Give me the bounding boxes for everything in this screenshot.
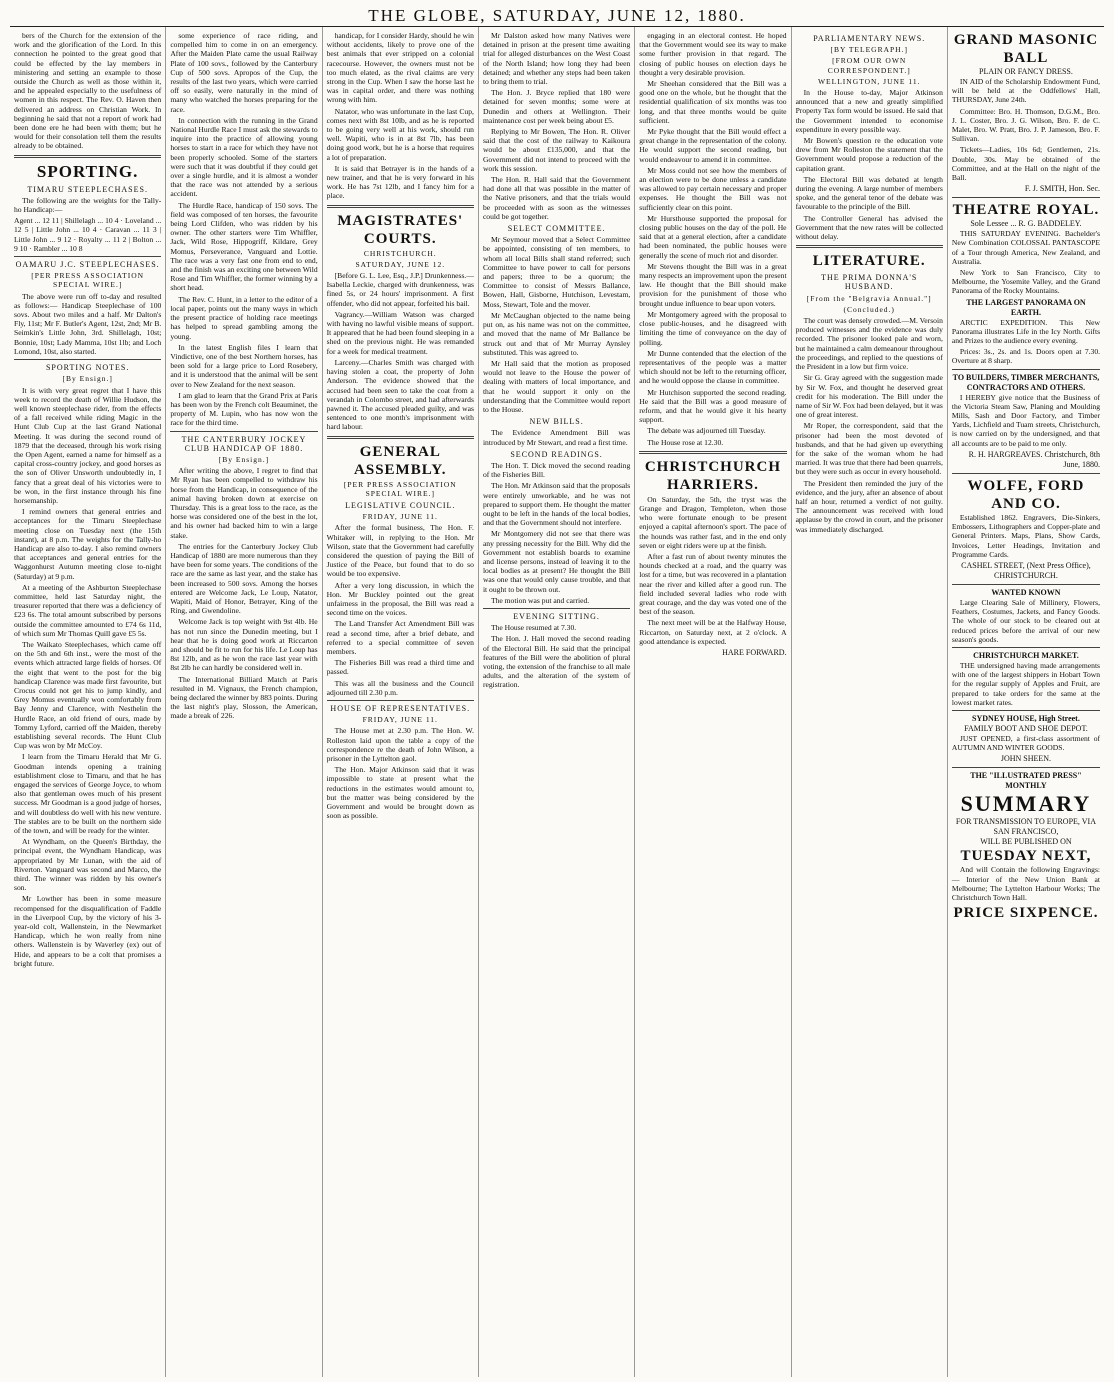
column-5 xyxy=(635,27,791,1377)
house-paragraph: Mr Dalston asked how many Natives were detained in prison at the present time awaiting trial for alleged disturbances on the West Coast of the North Island; how long they had been detained; and whether any steps had been taken to bring them to trial. xyxy=(482,31,631,87)
sporting-text: The following are the weights for the Tally-ho Handicap:— xyxy=(14,195,162,215)
court-paragraph: Vagrancy.—William Watson was charged with having no lawful visible means of support. It appeared that he had been found sleeping in a shed on the previous night. He was remanded for a week for medical treatment. xyxy=(326,309,474,356)
racing-paragraph: Natator, who was unfortunate in the last Cup, comes next with 8st 10lb, and as he is reported to be going very well at his work, should run well. Wapiti, who is in at 8st 7lb, has been doing good work, but he is a horse that requires a lot of preparation. xyxy=(326,106,474,162)
oamaru-text: The above were run off to-day and resulted as follows:— Handicap Steeplechase of 100 sovs. About two miles and a half. Mr Dalton's Fly, 11st; Mr F. Butler's Agent, 12st, 2nd; Mr B. Seimkin's Little John, 3rd. Shillelagh, 10st; Bonnie, 10st; Lady Mamma, 10st 1lb; and Loch Lomond, 10st, also started. xyxy=(14,291,162,356)
sydney-house-heading: SYDNEY HOUSE, High Street. xyxy=(972,713,1080,723)
summary-heading: SUMMARY xyxy=(960,791,1092,817)
debate-paragraph: Mr Stevens thought the Bill was in a great many respects an improvement upon the present law. He thought that the Bill should make provision for the punishment of those who brought undue influence to bear upon voters. xyxy=(639,261,787,308)
masonic-signature: F. J. SMITH, Hon. Sec. xyxy=(1024,184,1101,194)
masonic-ball-sub: PLAIN OR FANCY DRESS. xyxy=(979,67,1073,76)
second-readings-heading: SECOND READINGS. xyxy=(510,449,603,459)
theatre-paragraph: THIS SATURDAY EVENING. Bachelder's New Combination COLOSSAL PANTASCOPE of a Tour through America, New Zealand, and Australia. xyxy=(951,229,1101,266)
builders-paragraph: I HEREBY give notice that the Business of the Victoria Steam Saw, Planing and Moulding Mills, Sash and Door Factory, and Timber Yards, Lichfield and Tuam streets, Christchurch, is now carried on by the undersigned, and that all accounts are to be paid to me only. xyxy=(951,392,1101,448)
parliament-paragraph: Mr Bowen's question re the education vote drew from Mr Rolleston the statement that the Government would propose a reduction of the capitation grant. xyxy=(795,136,943,173)
debate-paragraph: Mr Hursthouse supported the proposal for closing public houses on the day of the poll. He said that at a general election, after a candidate had been nominated, the public houses were generally the scene of much riot and disorder. xyxy=(639,213,787,260)
house-date: FRIDAY, JUNE 11. xyxy=(362,715,438,725)
sporting-notes-heading: SPORTING NOTES. xyxy=(45,363,130,373)
parliament-paragraph: The Electoral Bill was debated at length during the evening. A large number of members spoke, and the general tenor of the debate was favourable to the principle of the Bill. xyxy=(795,174,943,212)
cjc-paragraph: The International Billiard Match at Paris resulted in M. Vignaux, the French champion, being declared the winner by 883 points. During the last night's play, Slosson, the American, made a break of 226. xyxy=(170,674,318,721)
wanted-known-heading: WANTED KNOWN xyxy=(991,587,1061,597)
story-source: [From the "Belgravia Annual."] xyxy=(806,293,932,303)
committee-paragraph: Mr Hall said that the motion as proposed would not leave to the House the power of dealing with matters of local importance, and that he would support it only on the understanding that the Committee would report to the House. xyxy=(482,358,631,414)
debate-paragraph: Mr Sheehan considered that the Bill was a good one on the whole, but he thought that the residential qualification of six months was too long, and that three months would be quite sufficient. xyxy=(639,79,787,125)
theatre-paragraph: ARCTIC EXPEDITION. This New Panorama illustrates Life in the Icy North. Gifts and Prizes to the audience every evening. xyxy=(951,317,1101,346)
oamaru-heading: OAMARU J.C. STEEPLECHASES. xyxy=(15,260,160,270)
debate-paragraph: Mr Hutchison supported the second reading. He said that the Bill was a good measure of reform, and that he would give it his hearty support. xyxy=(639,387,787,425)
legislative-council-heading: LEGISLATIVE COUNCIL. xyxy=(345,500,456,510)
column-7-advertisements xyxy=(948,27,1104,1377)
weights-list: Agent ... 12 11 | Shillelagh ... 10 4 · Loveland ... 12 5 | Little John ... 10 4 · Caravan ... 11 3 | Little John ... 9 12 · Royalty ... 11 2 | Bolton ... 9 10 · Rambler ... 10 8 xyxy=(14,216,162,253)
illustrated-press-heading: THE "ILLUSTRATED PRESS" MONTHLY xyxy=(970,771,1082,791)
evening-paragraph: The House resumed at 7.30. xyxy=(490,623,577,633)
harriers-paragraph: After a fast run of about twenty minutes the hounds checked at a road, and the quarry was lost for a time, but was recovered in a plantation near the river and killed after a good run. The field included several ladies who rode with great courage, and the day was voted one of the best of the season. xyxy=(639,551,787,617)
cjc-paragraph: Welcome Jack is top weight with 9st 4lb. He has not run since the Dunedin meeting, but I hear that he is doing good work at Riccarton and should be fit to run for his life. Le Loup has 8st 12lb, and as he won the race last year with 8st 2lb he can hardly be considered well in. xyxy=(170,617,318,673)
wolfe-ford-address: CASHEL STREET, (Next Press Office), CHRISTCHURCH. xyxy=(961,560,1091,580)
sydney-house-sub: FAMILY BOOT AND SHOE DEPOT. xyxy=(964,723,1088,733)
new-bills-heading: NEW BILLS. xyxy=(529,417,584,427)
debate-paragraph: Mr Pyke thought that the Bill would effect a great change in the representation of the colony. He would support the second reading, but would endeavour to amend it in committee. xyxy=(639,127,787,164)
cjc-paragraph: After writing the above, I regret to find that Mr Ryan has been compelled to withdraw his horse from the Handicap, in consequence of the animal having broken down at exercise on Thursday. This is a great loss to the race, as the horse was considered one of the best in the lot, and his owner had backed him to win a large stake. xyxy=(170,466,318,540)
house-paragraph: The Hon. R. Hall said that the Government had done all that was possible in the matter of the Native prisoners, and that the trials would be proceeded with as soon as the witnesses could be got together. xyxy=(482,175,631,221)
notes-paragraph: The Waikato Steeplechases, which came off on the 5th and 6th inst., were the most of the events which attracted large fields of horses. Of the eight that went to the post for the big handicap Clarence was made first favourite, but Crocus could not get his to jump kindly, and Grey Momus eventually won comfortably from Bay Jenny and Clarence, with Nesthelin the Hurdle Race, an old friend of ours, made by Tommy Lyford, carried off the Maiden, thereby establishing several records. The Hunt Club Cup was won by Mr McCoy. xyxy=(14,639,162,751)
council-paragraph: The Land Transfer Act Amendment Bill was read a second time, after a brief debate, and referred to a special committee of seven members. xyxy=(326,619,474,656)
cjc-paragraph: The entries for the Canterbury Jockey Club Handicap of 1880 are more numerous than they have been for some years. The conditions of the race are the same as last year, and the stake has been increased to 500 sovs. Among the horses entered are Welcome Jack, Le Loup, Natator, Wapiti, Maid of Honor, Betrayer, King of the Ring, and Gwendoline. xyxy=(170,541,318,616)
council-paragraph: After a very long discussion, in which the Hon. Mr Buckley pointed out the great unfairness in the proposal, the Bill was read a second time on the voices. xyxy=(326,580,474,618)
magistrates-date: SATURDAY, JUNE 12. xyxy=(355,259,446,269)
general-assembly-sub: [PER PRESS ASSOCIATION SPECIAL WIRE.] xyxy=(343,479,457,498)
cjc-byline: [By Ensign.] xyxy=(218,454,270,464)
summary-sub2: WILL BE PUBLISHED ON xyxy=(980,837,1072,847)
panorama-heading: THE LARGEST PANORAMA ON EARTH. xyxy=(966,297,1086,317)
magistrates-location: CHRISTCHURCH. xyxy=(363,248,437,258)
parliamentary-news-sub2: [FROM OUR OWN CORRESPONDENT.] xyxy=(827,56,911,75)
bills-paragraph: Mr Montgomery did not see that there was any pressing necessity for the Bill. Why did the Government not establish boards to examine and license persons, instead of leaving it to the local bodies as at present? He thought the Bill was one that would only cause trouble, and that it ought to be thrown out. xyxy=(482,529,631,594)
bills-paragraph: The Hon. T. Dick moved the second reading of the Fisheries Bill. xyxy=(482,460,631,480)
notes-paragraph: I remind owners that general entries and acceptances for the Timaru Steeplechase meeting close on Tuesday next (the 15th instant), at 8 p.m. The weights for the Tally-ho Handicap are also to-day. I also remind owners that acceptances and general entries for the Waggonhurst Autumn meeting close to-night (Saturday) at 9 p.m. xyxy=(14,507,162,581)
summary-price: PRICE SIXPENCE. xyxy=(953,905,1099,922)
notes-paragraph: At a meeting of the Ashburton Steeplechase committee, held last Saturday night, the treasurer reported that there was a deficiency of £23 6s. The total amount subscribed by persons outside the committee amounted to £74 6s 11d, of which sum Mr Thomas Quill gave £5 5s. xyxy=(14,582,162,638)
builders-heading: TO BUILDERS, TIMBER MERCHANTS, CONTRACTORS AND OTHERS. xyxy=(952,372,1100,392)
sporting-heading: SPORTING. xyxy=(36,161,139,181)
parliament-paragraph: In the House to-day, Major Atkinson announced that a new and greatly simplified Property Tax form would be issued. He said that the Government intended to economise expenditure in every possible way. xyxy=(795,88,943,134)
council-paragraph: After the formal business, The Hon. F. Whitaker will, in replying to the Hon. Mr Wilson, state that the Government had carefully considered the question of paying the Bill of Justice of the Peace, but found that to do so would be too expensive. xyxy=(326,523,474,579)
wanted-known-paragraph: Large Clearing Sale of Millinery, Flowers, Feathers, Costumes, Jackets, and Fancy Goods. The whole of our stock to be cleared out at reduced prices before the arrival of our new season's goods. xyxy=(951,597,1101,644)
summary-paragraph: And will Contain the following Engravings:— Interior of the New Union Bank at Melbourne; The Lyttelton Harbour Works; The Christchurch Town Hall. xyxy=(951,865,1101,902)
debate-paragraph: engaging in an electoral contest. He hoped that the Government would see its way to make some further provision in that regard. The closing of public houses on election days he thought a very desirable provision. xyxy=(639,31,787,77)
council-paragraph: The Fisheries Bill was read a third time and passed. xyxy=(326,658,474,677)
wolfe-ford-heading: WOLFE, FORD AND CO. xyxy=(967,477,1085,512)
column-4 xyxy=(479,27,635,1377)
timaru-heading: TIMARU STEEPLECHASES. xyxy=(27,184,148,194)
theatre-paragraph: Prices: 3s., 2s. and 1s. Doors open at 7.30. Overture at 8 sharp. xyxy=(951,347,1101,366)
bills-paragraph: The Evidence Amendment Bill was introduced by Mr Stewart, and read a first time. xyxy=(482,428,631,447)
story-paragraph: The President then reminded the jury of the evidence, and the jury, after an absence of about half an hour, returned a verdict of not guilty. The announcement was received with loud applause by the crowd in court, and the prisoner was immediately discharged. xyxy=(795,478,943,534)
parliamentary-news-sub: [BY TELEGRAPH.] xyxy=(830,45,908,55)
select-committee-heading: SELECT COMMITTEE. xyxy=(507,224,606,234)
evening-paragraph: The Hon. J. Hall moved the second reading of the Electoral Bill. He said that the principal features of the Bill were the abolition of plural voting, the extension of the franchise to all male adults, and the alteration of the system of registration. xyxy=(482,634,631,690)
notes-paragraph: It is with very great regret that I have this week to record the death of Willie Hudson, the well known steeplechase rider, from the effects of a fall received while riding Magic in the Hunt Club Cup at the last Grand National Meeting. It was during the second round of 1879 that the deceased, through his work rising the Open Agent, earned a name for himself as a capital cross-country jockey, and good horses as the son of Oliver Unsworth undoubtedly in, I fancy that a great deal of his victories were to be won, in the first instance through his fine horsemanship. xyxy=(14,385,162,505)
story-paragraph: Mr Roper, the correspondent, said that the prisoner had been the most devoted of husbands, and that he had given up everything for the sake of the woman whom he had married. It was true that there had been quarrels, but they were such as occur in every household. xyxy=(795,421,943,477)
debate-paragraph: The House rose at 12.30. xyxy=(647,437,724,447)
columns xyxy=(10,27,1104,1377)
market-heading: CHRISTCHURCH MARKET. xyxy=(973,650,1079,660)
notes-paragraph: I learn from the Timaru Herald that Mr G. Goodman intends opening a training establishment close to Timaru, and that he has engaged the services of George Joyce, to whom also that gentleman owes much of his present success. Mr Goodman is a good judge of horses, and will doubtless do well with his new venture. The stables are to be built on the northern side of the town, and will be ready for the winter. xyxy=(14,752,162,836)
sporting-notes-byline: [By Ensign.] xyxy=(62,374,113,384)
church-text: bers of the Church for the extension of the work and the glorification of the Lord. In this connection he pointed to the great good that could be effected by the lay members in ministering and setting an example to those outside the Church as well as those within it, and he appealed especially to the usefulness of women in this respect. The Rev. O. Haven then delivered an address on Christian Work. In beginning he said that not a report of work had been done ere he had been with them; but he would for their consolation tell them the results already to be obtained. xyxy=(14,31,162,151)
story-title: THE PRIMA DONNA'S HUSBAND. xyxy=(821,273,918,292)
summary-day: TUESDAY NEXT, xyxy=(960,848,1092,865)
story-paragraph: The court was densely crowded.—M. Versoin produced witnesses and the evidence was duly recorded. The prisoner looked pale and worn, but he maintained a calm demeanour throughout the proceedings, and replied to the questions of the President in a low but firm voice. xyxy=(795,316,943,372)
racing-paragraph: It is said that Betrayer is in the hands of a new trainer, and that he is very forward in his work. He has 7st 12lb, and I fancy him for a place. xyxy=(326,163,474,201)
council-paragraph: This was all the business and the Council adjourned till 2.30 p.m. xyxy=(326,678,474,697)
builders-signature: R. H. HARGREAVES. Christchurch, 8th June, 1880. xyxy=(968,449,1101,469)
sydney-house-paragraph: JUST OPENED, a first-class assortment of AUTUMN AND WINTER GOODS. xyxy=(951,733,1101,753)
parliamentary-news-heading: PARLIAMENTARY NEWS. xyxy=(813,34,926,43)
racing-paragraph: The Rev. C. Hunt, in a letter to the editor of a local paper, points out the many ways in which the present practice of holding race meetings has helped to spread gambling among the young. xyxy=(170,294,318,341)
column-2 xyxy=(166,27,322,1377)
house-paragraph: Replying to Mr Bowen, The Hon. R. Oliver said that the cost of the railway to Kaikoura would be about £135,000, and that the Government did not intend to proceed with the work this session. xyxy=(482,127,631,173)
debate-paragraph: Mr Montgomery agreed with the proposal to close public-houses, and he disagreed with limiting the time of conveyance on the day of polling. xyxy=(639,309,787,347)
parliamentary-news-location: WELLINGTON, JUNE 11. xyxy=(817,76,921,86)
harriers-signature: HARE FORWARD. xyxy=(722,647,787,657)
masonic-paragraph: Committee: Bro. H. Thomson, D.G.M., Bro. J. L. Coster, Bro. J. G. Wilson, Bro. F. de C. Malet, Bro. W. Pratt, Bro. J. P. Jameson, Bro. F. Sullivan. xyxy=(951,106,1101,144)
bills-paragraph: The Hon. Mr Atkinson said that the proposals were entirely unworkable, and he was not prepared to support them. He thought the matter ought to be left in the hands of the local bodies, and that the Government should not interfere. xyxy=(482,481,631,528)
magistrates-heading: MAGISTRATES' COURTS. xyxy=(337,212,464,247)
bills-paragraph: The motion was put and carried. xyxy=(490,595,590,605)
story-paragraph: Sir G. Gray agreed with the suggestion made by Sir W. Fox, and thought he deserved great credit for his moderation. The Bill under the name of Sir W. Fox had been delayed, but it was one of great interest. xyxy=(795,373,943,420)
masonic-paragraph: IN AID of the Scholarship Endowment Fund, will be held at the Oddfellows' Hall, THURSDAY, June 24th. xyxy=(951,77,1101,105)
masthead-title: THE GLOBE, SATURDAY, JUNE 12, 1880. xyxy=(368,6,746,25)
court-paragraph: Larceny.—Charles Smith was charged with having stolen a coat, the property of John Anderson. The evidence showed that the accused had been seen to take the coat from a verandah in Colombo street, and had afterwards pawned it. The accused pleaded guilty, and was sentenced to one month's imprisonment with hard labour. xyxy=(326,357,474,432)
wolfe-ford-paragraph: Established 1862. Engravers, Die-Sinkers, Embossers, Lithographers and Copper-plate and General Printers. Maps, Plans, Show Cards, Invoices, Letter Headings, Invitation and Programme Cards. xyxy=(951,512,1101,559)
harriers-paragraph: On Saturday, the 5th, the tryst was the Grange and Dragon, Templeton, when those who were fortunate enough to be present enjoyed a capital afternoon's sport. The pace of the hounds was rather fast, and in the end only seven or eight riders were up at the finish. xyxy=(639,494,787,550)
column-1 xyxy=(10,27,166,1377)
committee-paragraph: Mr Seymour moved that a Select Committee be appointed, consisting of ten members, to whom all local Bills shall stand referred; such Committee to have power to call for persons and papers; three to be a quorum; the Committee to consist of Messrs Ballance, Bowen, Hall, Gisborne, Hutchison, Levestam, Moss, Stewart, Tole and the mover. xyxy=(482,235,631,309)
masonic-paragraph: Tickets—Ladies, 10s 6d; Gentlemen, 21s. Double, 30s. May be obtained of the Committee, and at the Hall on the night of the Ball. xyxy=(951,145,1101,183)
committee-paragraph: Mr McCaughan objected to the name being put on, as his name was not on the committee, and moved that the name of Mr Ballance be struck out and that of Mr Murray Aynsley substituted. This was agreed to. xyxy=(482,310,631,357)
racing-paragraph: In connection with the running in the Grand National Hurdle Race I must ask the stewards to inquire into the practice of allowing young horses to start in a race for which they have not been properly schooled. Some of the starters were such that it was doubtful if they could get over a single hurdle, and it is almost a wonder that the race was not attended by a serious accident. xyxy=(170,115,318,199)
court-paragraph: [Before G. L. Lee, Esq., J.P.] Drunkenness.—Isabella Leckie, charged with drunkenness, was fined 5s, or 24 hours' imprisonment. A first offender, who did not appear, forfeited his bail. xyxy=(326,271,474,308)
sydney-house-signature: JOHN SHEEN. xyxy=(1000,754,1052,764)
column-6 xyxy=(792,27,948,1377)
racing-paragraph: I am glad to learn that the Grand Prix at Paris has been won by the French colt Beauminet, the property of M. Lupin, who has now won the race for the third time. xyxy=(170,390,318,428)
market-paragraph: THE undersigned having made arrangements with one of the largest shippers in Hobart Town for the regular supply of Apples and Fruit, are prepared to take orders for the same at the lowest market rates. xyxy=(951,660,1101,707)
literature-heading: LITERATURE. xyxy=(812,253,926,270)
house-heading: HOUSE OF REPRESENTATIVES. xyxy=(330,703,471,713)
masonic-ball-heading: GRAND MASONIC BALL xyxy=(953,32,1099,66)
house-paragraph: The Hon. J. Bryce replied that 180 were detained for seven months; some were at Dunedin and others at Wellington. Their maintenance cost per week being about £5. xyxy=(482,88,631,125)
general-assembly-heading: GENERAL ASSEMBLY. xyxy=(354,443,447,478)
oamaru-sub: [PER PRESS ASSOCIATION SPECIAL WIRE.] xyxy=(31,271,145,290)
debate-paragraph: Mr Dunne contended that the election of the representatives of the people was a matter which should not be left to the returning officer, and he would oppose the clause in committee. xyxy=(639,348,787,386)
house-paragraph: The House met at 2.30 p.m. The Hon. W. Rolleston laid upon the table a copy of the correspondence re the death of John Wilson, a prisoner in the Lyttelton gaol. xyxy=(326,726,474,763)
evening-sitting-heading: EVENING SITTING. xyxy=(513,611,600,621)
notes-paragraph: Mr Lowther has been in some measure recompensed for the disqualification of Faddle in the Liverpool Cup, by the victory of his 3-year-old colt, Wallenstein, in the Newmarket Handicap, which he won really from nine others. Wallenstein is by Waverley (ex) out of Hide, and appears to be a colt that promises a bright future. xyxy=(14,894,162,968)
masthead xyxy=(10,6,1104,27)
notes-paragraph: At Wyndham, on the Queen's Birthday, the principal event, the Wyndham Handicap, was appropriated by Mr Lunan, with the aid of Riverton. Vanguard was second and Marco, the third. The winner was ridden by his owner's son. xyxy=(14,837,162,893)
story-concluded: (Concluded.) xyxy=(843,304,895,314)
parliament-paragraph: The Controller General has advised the Government that the new rates will be collected without delay. xyxy=(795,213,943,242)
debate-paragraph: Mr Moss could not see how the members of an election were to be done unless a candidate was allowed to pay certain necessary and proper expenses. He thought the Bill was not sufficiently clear on this point. xyxy=(639,165,787,212)
cjc-heading: THE CANTERBURY JOCKEY CLUB HANDICAP OF 1880. xyxy=(181,434,307,453)
debate-paragraph: The debate was adjourned till Tuesday. xyxy=(647,426,766,436)
harriers-paragraph: The next meet will be at the Halfway House, Riccarton, on Saturday next, at 2 o'clock. A good attendance is expected. xyxy=(639,618,787,646)
racing-paragraph: In the latest English files I learn that Vindictive, one of the best Northern horses, has been sold for a large price to Lord Rosebery, and it is understood that the animal will be sent over to New Zealand for the next season. xyxy=(170,342,318,389)
column-3 xyxy=(323,27,479,1377)
theatre-paragraph: New York to San Francisco, City to Melbourne, the Yosemite Valley, and the Grand Panorama of the Rocky Mountains. xyxy=(951,268,1101,296)
racing-paragraph: some experience of race riding, and compelled him to come in on an emergency. After the Maiden Plate came the usual Railway Plate of 100 sovs., followed by the Canterbury Cup of 500 sovs. Apropos of the Cup, the results of the last two years, which were carried off so easily, were naturally in the mind of many who watched the horses preparing for the race. xyxy=(170,31,318,114)
summary-sub: FOR TRANSMISSION TO EUROPE, VIA SAN FRANCISCO, xyxy=(955,817,1096,837)
harriers-heading: CHRISTCHURCH HARRIERS. xyxy=(644,458,781,493)
house-paragraph: The Hon. Major Atkinson said that it was impossible to state at present what the reductions in the estimates would amount to, but the matter was being considered by the Government and would be brought down as soon as possible. xyxy=(326,765,474,821)
legislative-council-date: FRIDAY, JUNE 11. xyxy=(362,512,438,522)
theatre-royal-heading: THEATRE ROYAL. xyxy=(952,202,1100,219)
theatre-lessee: Sole Lessee ... R. G. BADDELEY. xyxy=(970,219,1082,229)
racing-paragraph: handicap, for I consider Hardy, should he win without accidents, likely to prove one of the best animals that ever stripped on a colonial racecourse. However, the owners must not be too much elated, as the rival claims are very strong in the Cup. When I saw the horse last he was in capital order, and there was nothing wrong with him. xyxy=(326,31,474,105)
racing-paragraph: The Hurdle Race, handicap of 150 sovs. The field was composed of ten horses, the favourite being Lord Clifden, who was ridden by his owner. The other starters were Tim Whiffler, Jack, Wild Rose, Hippogriff, Kildare, Grey Momus, Perseverance, Vanguard and Lottie. The race was a very fast one from end to end, and the finish was an exciting one between Wild Rose and Tim Whiffler, the former winning by a short head. xyxy=(170,200,318,293)
